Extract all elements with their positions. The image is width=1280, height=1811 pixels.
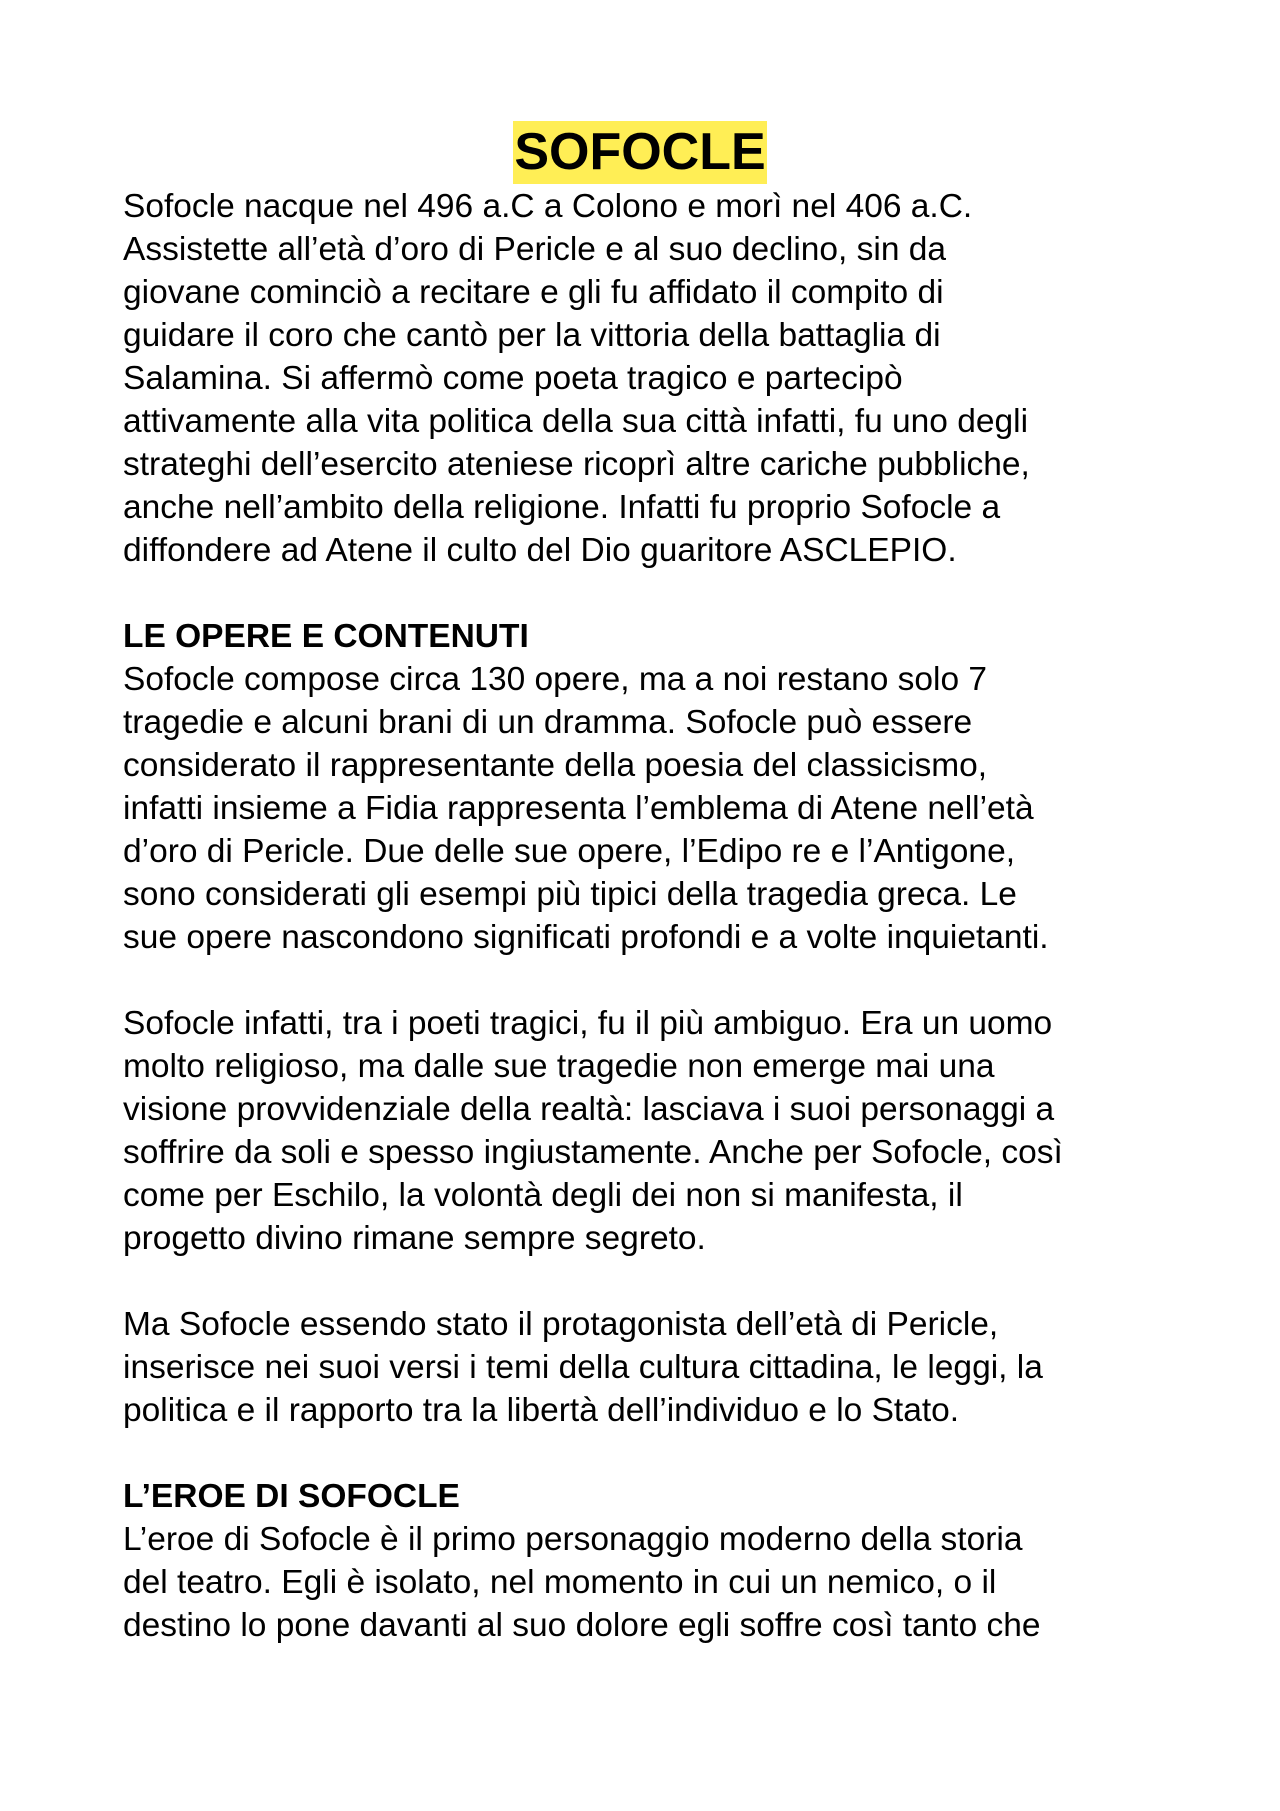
text-line: Sofocle nacque nel 496 a.C a Colono e morì nel 406 a.C. (123, 188, 973, 225)
text-line: Sofocle infatti, tra i poeti tragici, fu il più ambiguo. Era un uomo (123, 1005, 1053, 1042)
text-line: diffondere ad Atene il culto del Dio guaritore ASCLEPIO. (123, 532, 957, 569)
text-line: Ma Sofocle essendo stato il protagonista dell’età di Pericle, (123, 1306, 999, 1343)
section-heading-eroe: L’EROE DI SOFOCLE (123, 1478, 460, 1515)
paragraph-ambiguita (123, 1002, 1163, 1260)
text-line: molto religioso, ma dalle sue tragedie non emerge mai una (123, 1048, 995, 1085)
text-line: L’eroe di Sofocle è il primo personaggio moderno della storia (123, 1521, 1023, 1558)
text-line: inserisce nei suoi versi i temi della cultura cittadina, le leggi, la (123, 1349, 1043, 1386)
document-body (123, 185, 1163, 1647)
paragraph-spacer (123, 1432, 1163, 1475)
text-line: giovane cominciò a recitare e gli fu affidato il compito di (123, 274, 944, 311)
text-line: progetto divino rimane sempre segreto. (123, 1220, 706, 1257)
text-line: considerato il rappresentante della poesia del classicismo, (123, 747, 988, 784)
text-line: d’oro di Pericle. Due delle sue opere, l’Edipo re e l’Antigone, (123, 833, 1016, 870)
text-line: guidare il coro che cantò per la vittoria della battaglia di (123, 317, 941, 354)
text-line: anche nell’ambito della religione. Infatti fu proprio Sofocle a (123, 489, 1001, 526)
text-line: visione provvidenziale della realtà: lasciava i suoi personaggi a (123, 1091, 1055, 1128)
text-line: sono considerati gli esempi più tipici della tragedia greca. Le (123, 876, 1017, 913)
text-line: Sofocle compose circa 130 opere, ma a noi restano solo 7 (123, 661, 988, 698)
paragraph-spacer (123, 1260, 1163, 1303)
paragraph-spacer (123, 572, 1163, 615)
text-line: Salamina. Si affermò come poeta tragico e partecipò (123, 360, 903, 397)
paragraph-eroe (123, 1518, 1163, 1647)
paragraph-biography (123, 185, 1163, 572)
text-line: tragedie e alcuni brani di un dramma. Sofocle può essere (123, 704, 973, 741)
text-line: strateghi dell’esercito ateniese ricoprì altre cariche pubbliche, (123, 446, 1030, 483)
section-heading-opere: LE OPERE E CONTENUTI (123, 618, 529, 655)
title-wrapper (0, 121, 1280, 184)
text-line: del teatro. Egli è isolato, nel momento in cui un nemico, o il (123, 1564, 997, 1601)
text-line: destino lo pone davanti al suo dolore egli soffre così tanto che (123, 1607, 1041, 1644)
text-line: attivamente alla vita politica della sua città infatti, fu uno degli (123, 403, 1029, 440)
text-line: politica e il rapporto tra la libertà dell’individuo e lo Stato. (123, 1392, 960, 1429)
text-line: Assistette all’età d’oro di Pericle e al suo declino, sin da (123, 231, 947, 268)
text-line: come per Eschilo, la volontà degli dei non si manifesta, il (123, 1177, 963, 1214)
page-title: SOFOCLE (513, 121, 766, 184)
text-line: soffrire da soli e spesso ingiustamente. Anche per Sofocle, così (123, 1134, 1063, 1171)
paragraph-opere (123, 658, 1163, 959)
text-line: infatti insieme a Fidia rappresenta l’emblema di Atene nell’età (123, 790, 1034, 827)
text-line: sue opere nascondono significati profondi e a volte inquietanti. (123, 919, 1049, 956)
paragraph-cultura-cittadina (123, 1303, 1163, 1432)
paragraph-spacer (123, 959, 1163, 1002)
